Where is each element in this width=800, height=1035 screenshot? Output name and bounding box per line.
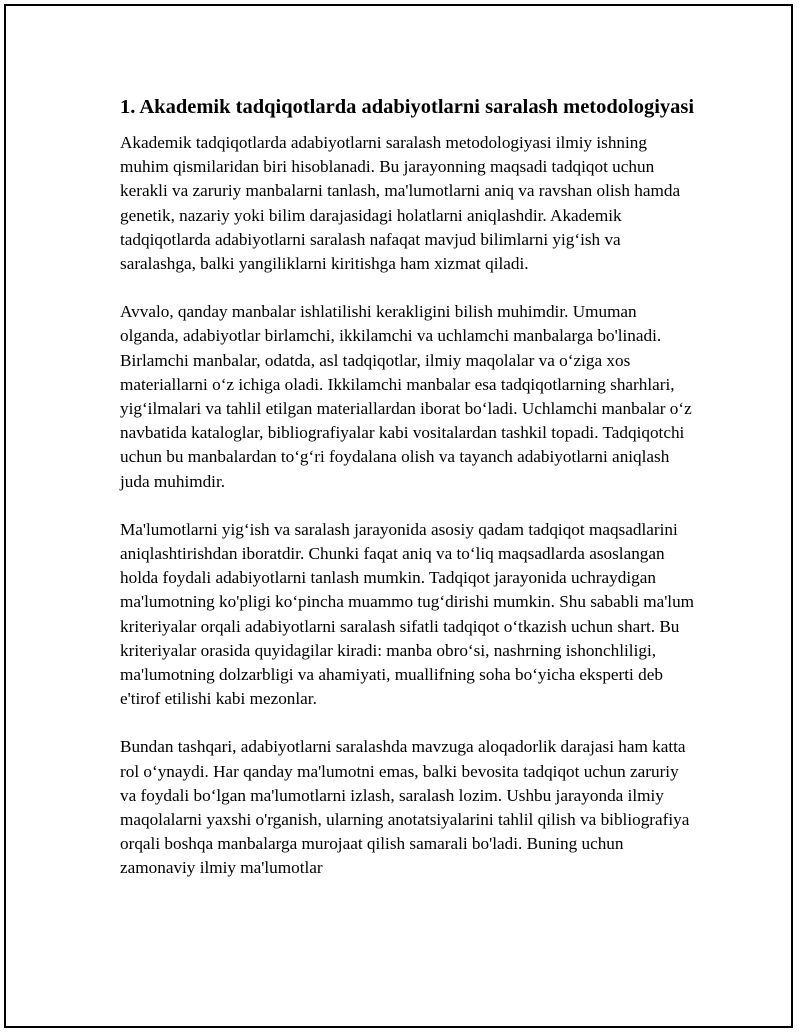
document-body <box>120 94 695 905</box>
paragraph-3: Ma'lumotlarni yig‘ish va saralash jarayonida asosiy qadam tadqiqot maqsadlarini aniqlashtirishdan iboratdir. Chunki faqat aniq va to‘liq maqsadlarda asoslangan holda foydali adabiyotlarni tanlash mumkin. Tadqiqot jarayonida uchraydigan ma'lumotning ko'pligi ko‘pincha muammo tug‘dirishi mumkin. Shu sababli ma'lum kriteriyalar orqali adabiyotlarni saralash sifatli tadqiqot o‘tkazish uchun shart. Bu kriteriyalar orasida quyidagilar kiradi: manba obro‘si, nashrning ishonchliligi, ma'lumotning dolzarbligi va ahamiyati, muallifning soha bo‘yicha eksperti deb e'tirof etilishi kabi mezonlar. <box>120 519 695 709</box>
document-page <box>4 4 793 1028</box>
document-title: 1. Akademik tadqiqotlarda adabiyotlarni saralash metodologiyasi <box>120 96 695 118</box>
paragraph-1: Akademik tadqiqotlarda adabiyotlarni saralash metodologiyasi ilmiy ishning muhim qismilaridan biri hisoblanadi. Bu jarayonning maqsadi tadqiqot uchun kerakli va zaruriy manbalarni tanlash, ma'lumotlarni aniq va ravshan olish hamda genetik, nazariy yoki bilim darajasidagi holatlarni aniqlashdir. Akademik tadqiqotlarda adabiyotlarni saralash nafaqat mavjud bilimlarni yig‘ish va saralashga, balki yangiliklarni kiritishga ham xizmat qiladi. <box>120 133 681 274</box>
paragraph-2: Avvalo, qanday manbalar ishlatilishi kerakligini bilish muhimdir. Umuman olganda, adabiyotlar birlamchi, ikkilamchi va uchlamchi manbalarga bo'linadi. Birlamchi manbalar, odatda, asl tadqiqotlar, ilmiy maqolalar va o‘ziga xos materiallarni o‘z ichiga oladi. Ikkilamchi manbalar esa tadqiqotlarning sharhlari, yig‘ilmalari va tahlil etilgan materiallardan iborat bo‘ladi. Uchlamchi manbalar o‘z navbatida kataloglar, bibliografiyalar kabi vositalardan tashkil topadi. Tadqiqotchi uchun bu manbalardan to‘g‘ri foydalana olish va tayanch adabiyotlarni aniqlash juda muhimdir. <box>120 302 692 491</box>
paragraph-4: Bundan tashqari, adabiyotlarni saralashda mavzuga aloqadorlik darajasi ham katta rol o‘ynaydi. Har qanday ma'lumotni emas, balki bevosita tadqiqot uchun zaruriy va foydali bo‘lgan ma'lumotlarni izlash, saralash lozim. Ushbu jarayonda ilmiy maqolalarni yaxshi o'rganish, ularning anotatsiyalarini tahlil qilish va bibliografiya orqali boshqa manbalarga murojaat qilish samarali bo'ladi. Buning uchun zamonaviy ilmiy ma'lumotlar <box>120 737 690 878</box>
